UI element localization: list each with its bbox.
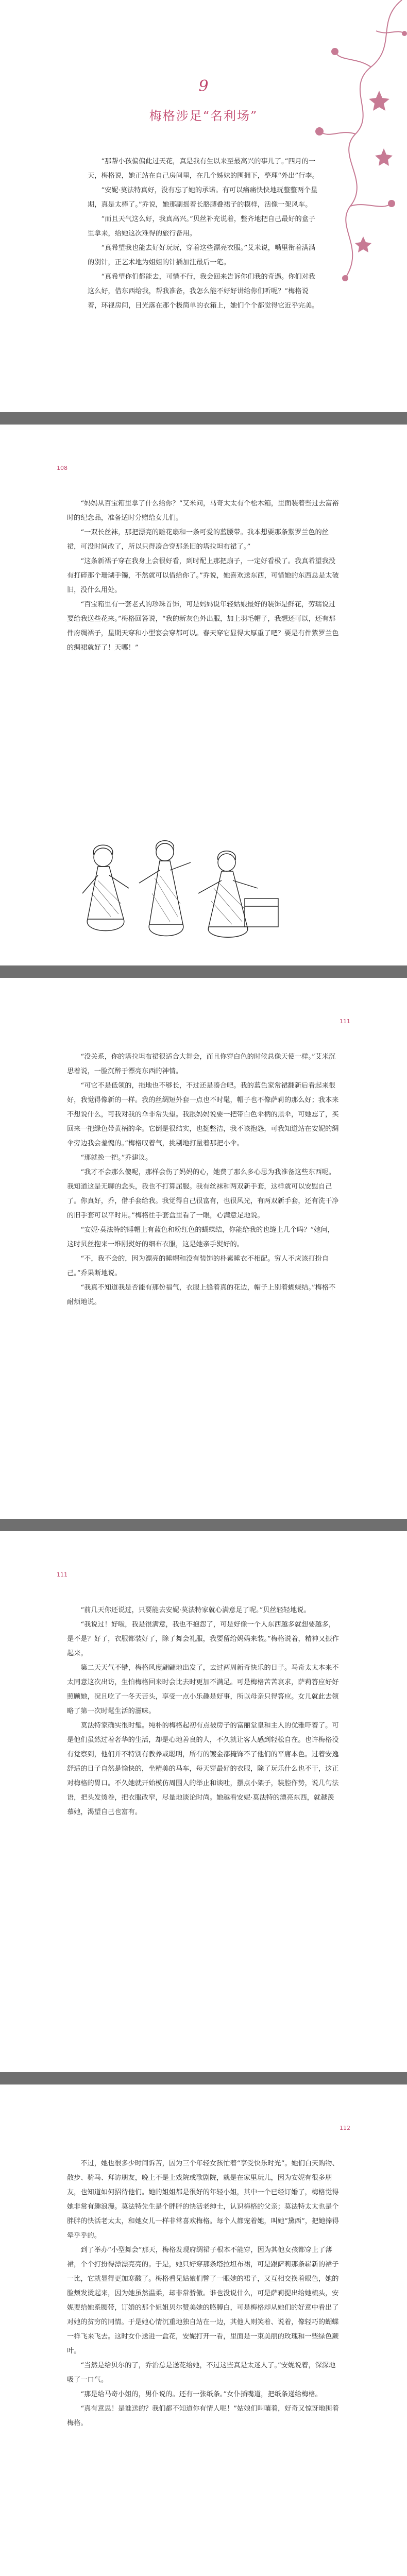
paragraph: “这条新裙子穿在我身上会很好看，到时配上那把扇子，一定好看极了。我真希望我没有打碎那个珊瑚手镯，不然就可以借给你了。”乔说，她喜欢送东西，可惜她的东西总是太破旧，没什么用处。 <box>67 557 339 594</box>
paragraph: “前几天你还说过，只要能去安妮·莫法特家就心满意足了呢。”贝丝轻轻地说。 <box>80 1606 311 1614</box>
page-gap <box>0 965 407 978</box>
page-body <box>67 497 340 655</box>
paragraph: “真有意思！是谁送的？我们都不知道你有情人呢！”姑娘们叫嚷着，好奇又惊讶地围着梅格。 <box>67 2405 339 2427</box>
page-number: 112 <box>340 2125 350 2131</box>
page-body <box>67 2157 340 2431</box>
paragraph: “而且天气这么好，我真高兴。”贝丝补充说着，整齐地把自己最好的盒子里拿来，给她这次难得的旅行备用。 <box>88 215 316 238</box>
paragraph: “真希望我也能去好好玩玩，穿着这些漂亮衣服。”艾米说，嘴里衔着满满的别针，正艺术地为姐姐的针插加注最后一笔。 <box>88 244 316 266</box>
page-gap <box>0 1519 407 1531</box>
paragraph: “可它不是低领的，拖地也不够长，不过还是凑合吧。我的蓝色家常裙翻新后看起来很好，我觉得像新的一样。我的丝绸短外套一点也不时髦，帽子也不像萨莉的那么好；我本来不想说什么，可我对我的伞非常失望。我跟妈妈说要一把带白色伞柄的黑伞，可她忘了，买回来一把绿色带黄柄的伞。它倒是很结实，也挺整洁，我不该抱怨，可我知道站在安妮的绸伞旁边我会羞愧的。”梅格叹着气，挑剔地打量着那把小伞。 <box>67 1082 339 1147</box>
paragraph: 到了举办“小型舞会”那天，梅格发现府绸裙子根本不能穿，因为其他女孩都穿上了薄裙，个个打扮得漂漂亮亮的。于是，她只好穿那条塔拉坦布裙，可是跟萨莉那条崭新的裙子一比，它就显得更加寒酸了。梅格看见姑娘们瞥了一眼她的裙子，又互相交换着眼色，她的脸颊发烫起来，因为她虽然温柔，却非常骄傲。谁也没说什么，可是萨莉提出给她梳头，安妮要给她系腰带，订婚的那个姐姐贝尔赞美她的胳膊白，可是梅格却从她们的好意中看出了对她的贫穷的同情。于是她心情沉重地独自站在一边，其他人则笑着、说着，像轻巧的蝴蝶一样飞来飞去。这时女仆送进一盒花，安妮打开一看，里面是一束美丽的玫瑰和一些绿色蕨叶。 <box>67 2246 339 2355</box>
paragraph: 莫法特家确实很时髦。纯朴的梅格起初有点被房子的富丽堂皇和主人的优雅吓着了。可是他们虽然过着奢华的生活，却是心地善良的人，不久就让客人感到轻松自在。也许梅格没有觉察到，他们并不特别有教养或聪明，所有的镀金都掩饰不了他们的平庸本色。过着安逸舒适的日子自然是愉快的，坐精美的马车，每天穿最好的衣服，除了玩乐什么也不干，这正对梅格的胃口。不久她就开始模仿周围人的举止和谈吐，摆点小架子，装腔作势，说几句法语，把头发烫卷，把衣服改窄，尽量地谈论时尚。她越看安妮·莫法特的漂亮东西，就越羡慕她，渴望自己也富有。 <box>67 1722 339 1816</box>
book-page <box>0 1531 407 2072</box>
paragraph: “我真不知道我是否能有那份福气，衣服上缝着真的花边，帽子上别着蝴蝶结。”梅格不耐烦地说。 <box>67 1284 336 1306</box>
paragraph: “当然是给贝尔的了，乔治总是送花给她，不过这些真是太迷人了。”安妮说着，深深地吸了一口气。 <box>67 2362 336 2384</box>
page-number: 111 <box>340 1018 350 1025</box>
paragraph: “妈妈从百宝箱里拿了什么给你？”艾米问，马奇太太有个松木箱，里面装着些过去富裕时的纪念品，准备适时分赠给女儿们。 <box>67 500 339 522</box>
paragraph: “不，我不会的，因为漂亮的睡帽和没有装饰的朴素睡衣不相配。穷人不应该打扮自己。”乔果断地说。 <box>67 1255 329 1277</box>
paragraph: “真希望你们都能去，可惜不行，我会回来告诉你们我的奇遇。你们对我这么好，借东西给我，帮我准备，我怎么能不好好讲给你们听呢？”梅格说着，环视房间，目光落在那个极简单的衣箱上，她们个个都觉得它近乎完美。 <box>88 273 319 310</box>
chapter-body <box>88 155 319 313</box>
page-number: 111 <box>57 1571 67 1578</box>
chapter-title: 梅格涉足“名利场” <box>149 109 258 123</box>
paragraph: “我说过！好啦，我是很满意，我也不抱怨了，可是好像一个人东西越多就想要越多，是不是？好了，衣服都装好了，除了舞会礼服，我要留给妈妈来装。”梅格说着，精神又振作起来。 <box>67 1621 339 1657</box>
page-gap <box>0 412 407 425</box>
chapter-number: 9 <box>198 77 209 95</box>
paragraph: 第二天天气不错，梅格风度翩翩地出发了，去过两周新奇快乐的日子。马奇太太本来不太同意这次出访，生怕梅格回来时会比去时更加不满足。可是梅格苦苦哀求，萨莉答应好好照顾她，况且吃了一冬天苦头，享受一点小乐趣是好事，所以母亲只得答应。女儿就此去领略了第一次时髦生活的滋味。 <box>67 1664 339 1715</box>
book-page <box>0 978 407 1519</box>
book-page <box>0 425 407 965</box>
paragraph: “一双长丝袜，那把漂亮的雕花扇和一条可爱的蓝腰带。我本想要那条紫罗兰色的丝裙，可没时间改了，所以只得凑合穿那条旧的塔拉坦布裙了。” <box>67 529 329 551</box>
page-number: 108 <box>57 465 67 471</box>
paragraph: “那帮小孩偏偏此过天花，真是我有生以来至最高兴的事儿了。”四月的一天，梅格说，她正站在自己房间里，在几个姊妹的围拥下，整理“外出”行李。 <box>88 158 319 180</box>
girls-packing-illustration <box>67 826 283 945</box>
paragraph: “安妮·莫法特的睡帽上有蓝色和粉红色的蝴蝶结，你能给我的也缝上几个吗？”她问，这时贝丝抱来一堆刚熨好的细布衣服，这是她亲手熨好的。 <box>67 1226 334 1248</box>
paragraph: “安妮·莫法特真好，没有忘了她的承诺。有可以痛痛快快地玩整整两个星期，真是太棒了。”乔说，她那副摇着长胳膊叠裙子的模样，活像一架风车。 <box>88 187 318 209</box>
paragraph: 不过，她也很多少时间诉苦，因为三个年轻女孩忙着“享受快乐时光”。她们白天购物、散步、骑马、拜访朋友，晚上不是上戏院或歌剧院，就是在家里玩儿，因为安妮有很多朋友，也知道如何招待他们。她的姐姐都是很好的年轻小姐，其中一个已经订婚了，梅格觉得她非常有趣浪漫。莫法特先生是个胖胖的快活老绅士，认识梅格的父亲；莫法特太太也是个胖胖的快活老太太，和她女儿一样非常喜欢梅格。每个人都宠着她，叫她“黛西”，把她捧得晕乎乎的。 <box>67 2160 339 2240</box>
paragraph: “那是给马奇小姐的，男仆说的。还有一张纸条。”女仆插嘴道，把纸条递给梅格。 <box>80 2391 322 2398</box>
book-page <box>0 2084 407 2576</box>
chapter-opening-page <box>0 0 407 412</box>
page-gap <box>0 2072 407 2084</box>
paragraph: “百宝箱里有一套老式的珍珠首饰，可是妈妈说年轻姑娘最好的装饰是鲜花，劳瑞说过要给我送些花来。”梅格回答说，“我的新灰色外出服，加上羽毛帽子，我想还可以，还有那件府绸裙子，星期天穿和小型宴会穿都可以。春天穿它显得太厚重了吧？要是有件紫罗兰色的绸裙就好了！天哪！” <box>67 601 339 652</box>
paragraph: “没关系，你的塔拉坦布裙很适合大舞会，而且你穿白色的时候总像天使一样。”艾米沉思着说，一脸沉醉于漂亮东西的神情。 <box>67 1053 336 1075</box>
paragraph: “那就换一把。”乔建议。 <box>80 1154 152 1162</box>
paragraph: “我才不会那么傻呢，那样会伤了妈妈的心，她费了那么多心思为我准备这些东西呢。我知道这是无聊的念头，我也不打算屈服。我有丝袜和两双新手套，这样就可以安慰自己了。你真好，乔，借手套给我。我觉得自己很富有，也很风光，有两双新手套，还有洗干净的旧手套可以平时用。”梅格往手套盒里看了一眼，心满意足地说。 <box>67 1168 339 1219</box>
page-body <box>67 1050 340 1310</box>
page-body <box>67 1603 340 1820</box>
